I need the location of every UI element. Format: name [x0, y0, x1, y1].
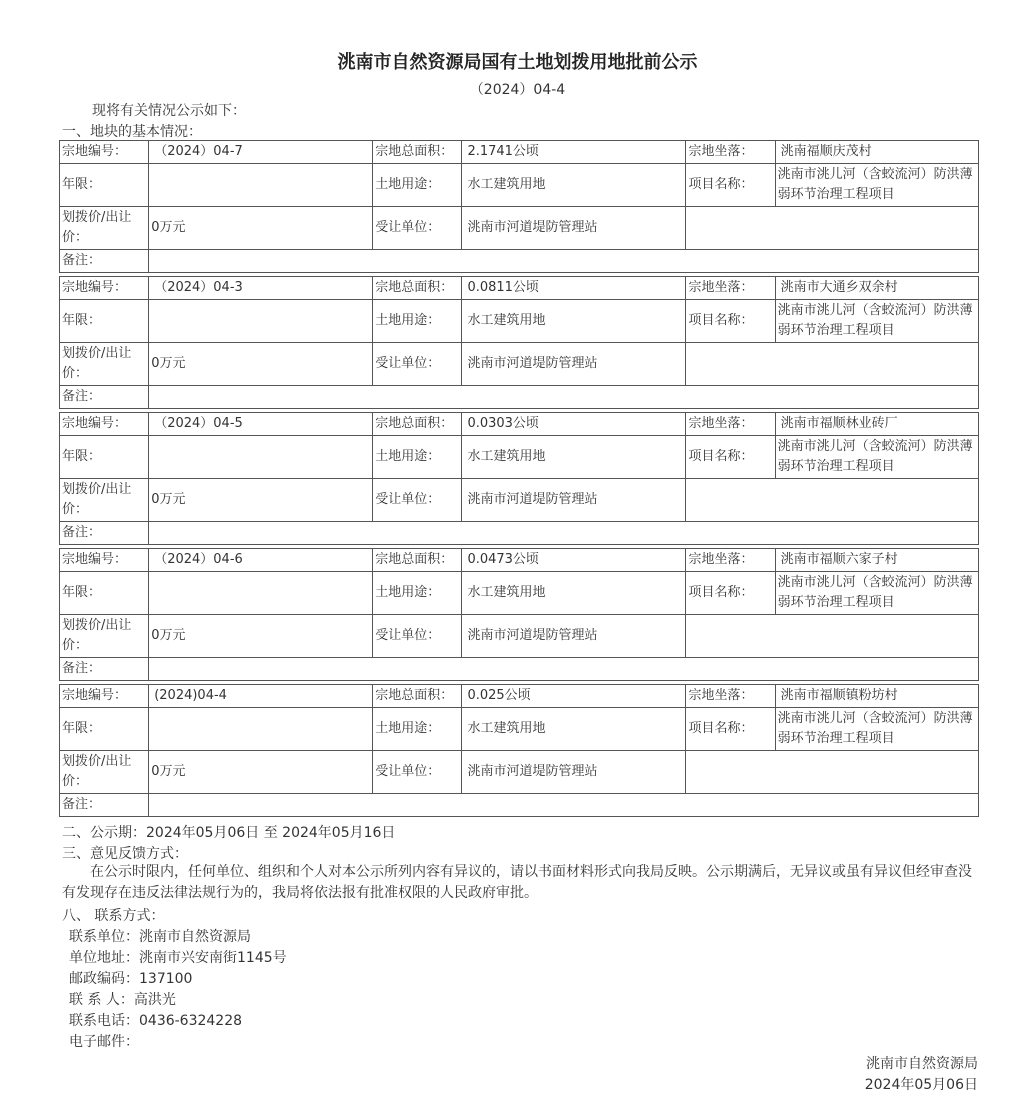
label-plot-code: 宗地编号：	[60, 413, 149, 436]
label-total-area: 宗地总面积：	[373, 413, 462, 436]
label-project-name: 项目名称：	[686, 300, 775, 343]
plot-code: （2024）04-5	[149, 413, 373, 436]
label-assignee: 受让单位：	[373, 615, 462, 658]
empty-cell	[686, 479, 979, 522]
plot-land-use: 水工建筑用地	[462, 572, 686, 615]
page-title: 洮南市自然资源局国有土地划拨用地批前公示	[337, 52, 698, 73]
plot-assignee: 洮南市河道堤防管理站	[462, 751, 686, 794]
plot-area: 2.1741公顷	[462, 141, 686, 164]
label-remark: 备注：	[60, 794, 149, 817]
plot-code: （2024）04-6	[149, 549, 373, 572]
empty-cell	[686, 615, 979, 658]
label-term: 年限：	[60, 300, 149, 343]
publicity-period: 二、公示期：2024年05月06日 至 2024年05月16日	[62, 825, 396, 841]
plot-location: 洮南市大通乡双余村	[775, 277, 978, 300]
plot-area: 0.0473公顷	[462, 549, 686, 572]
label-price: 划拨价/出让价：	[60, 615, 149, 658]
label-assignee: 受让单位：	[373, 207, 462, 250]
plot-code: （2024）04-7	[149, 141, 373, 164]
section-1-heading: 一、地块的基本情况：	[62, 124, 202, 140]
plot-project-name: 洮南市洮儿河（含蛟流河）防洪薄弱环节治理工程项目	[775, 164, 978, 207]
plot-assignee: 洮南市河道堤防管理站	[462, 343, 686, 386]
plot-land-use: 水工建筑用地	[462, 708, 686, 751]
plot-assignee: 洮南市河道堤防管理站	[462, 207, 686, 250]
signature-org: 洮南市自然资源局	[866, 1056, 978, 1072]
plot-area: 0.0303公顷	[462, 413, 686, 436]
label-land-use: 土地用途：	[373, 300, 462, 343]
plot-land-use: 水工建筑用地	[462, 436, 686, 479]
contact-heading: 八、 联系方式：	[62, 908, 165, 924]
feedback-heading: 三、意见反馈方式：	[62, 846, 188, 862]
plot-price: 0万元	[149, 751, 373, 794]
label-project-name: 项目名称：	[686, 708, 775, 751]
contact-phone: 联系电话：0436-6324228	[69, 1013, 243, 1029]
label-location: 宗地坐落：	[686, 141, 775, 164]
plot-location: 洮南市福顺镇粉坊村	[775, 685, 978, 708]
label-location: 宗地坐落：	[686, 413, 775, 436]
label-term: 年限：	[60, 164, 149, 207]
plot-remark	[149, 794, 979, 817]
label-remark: 备注：	[60, 250, 149, 273]
plot-code: （2024）04-3	[149, 277, 373, 300]
label-plot-code: 宗地编号：	[60, 277, 149, 300]
plot-table	[59, 548, 979, 681]
plot-price: 0万元	[149, 343, 373, 386]
label-land-use: 土地用途：	[373, 572, 462, 615]
label-project-name: 项目名称：	[686, 436, 775, 479]
label-remark: 备注：	[60, 386, 149, 409]
label-remark: 备注：	[60, 522, 149, 545]
plot-term	[149, 572, 373, 615]
contact-unit: 联系单位：洮南市自然资源局	[69, 929, 251, 945]
label-location: 宗地坐落：	[686, 277, 775, 300]
empty-cell	[686, 343, 979, 386]
plot-project-name: 洮南市洮儿河（含蛟流河）防洪薄弱环节治理工程项目	[775, 708, 978, 751]
plot-remark	[149, 658, 979, 681]
label-assignee: 受让单位：	[373, 751, 462, 794]
label-location: 宗地坐落：	[686, 549, 775, 572]
label-price: 划拨价/出让价：	[60, 479, 149, 522]
label-land-use: 土地用途：	[373, 436, 462, 479]
plot-land-use: 水工建筑用地	[462, 164, 686, 207]
plot-assignee: 洮南市河道堤防管理站	[462, 479, 686, 522]
empty-cell	[686, 751, 979, 794]
intro-text: 现将有关情况公示如下：	[92, 103, 246, 119]
label-total-area: 宗地总面积：	[373, 685, 462, 708]
label-location: 宗地坐落：	[686, 685, 775, 708]
label-project-name: 项目名称：	[686, 164, 775, 207]
plot-code: (2024)04-4	[149, 685, 373, 708]
feedback-text: 在公示时限内，任何单位、组织和个人对本公示所列内容有异议的，请以书面材料形式向我局反映。公示期满后，无异议或虽有异议但经审查没有发现存在违反法律法规行为的，我局将依法报有批准权限的人民政府审批。	[62, 864, 972, 901]
plot-term	[149, 708, 373, 751]
contact-email: 电子邮件：	[69, 1034, 139, 1050]
plot-project-name: 洮南市洮儿河（含蛟流河）防洪薄弱环节治理工程项目	[775, 572, 978, 615]
plot-remark	[149, 522, 979, 545]
label-plot-code: 宗地编号：	[60, 549, 149, 572]
plot-table	[59, 412, 979, 545]
label-price: 划拨价/出让价：	[60, 343, 149, 386]
label-project-name: 项目名称：	[686, 572, 775, 615]
document-number: （2024）04-4	[469, 82, 566, 98]
empty-cell	[686, 207, 979, 250]
label-term: 年限：	[60, 572, 149, 615]
plot-assignee: 洮南市河道堤防管理站	[462, 615, 686, 658]
label-remark: 备注：	[60, 658, 149, 681]
label-term: 年限：	[60, 708, 149, 751]
plot-location: 洮南市福顺六家子村	[775, 549, 978, 572]
plot-table	[59, 140, 979, 273]
contact-postcode: 邮政编码：137100	[69, 971, 193, 987]
plot-project-name: 洮南市洮儿河（含蛟流河）防洪薄弱环节治理工程项目	[775, 436, 978, 479]
label-price: 划拨价/出让价：	[60, 751, 149, 794]
plot-term	[149, 300, 373, 343]
plot-table	[59, 684, 979, 817]
label-plot-code: 宗地编号：	[60, 685, 149, 708]
contact-person: 联 系 人：高洪光	[69, 992, 176, 1008]
plot-price: 0万元	[149, 479, 373, 522]
label-term: 年限：	[60, 436, 149, 479]
label-plot-code: 宗地编号：	[60, 141, 149, 164]
plot-price: 0万元	[149, 615, 373, 658]
plot-price: 0万元	[149, 207, 373, 250]
plot-location: 洮南福顺庆茂村	[775, 141, 978, 164]
plot-term	[149, 164, 373, 207]
contact-address: 单位地址：洮南市兴安南街1145号	[69, 950, 287, 966]
label-total-area: 宗地总面积：	[373, 141, 462, 164]
plot-land-use: 水工建筑用地	[462, 300, 686, 343]
label-land-use: 土地用途：	[373, 708, 462, 751]
label-total-area: 宗地总面积：	[373, 549, 462, 572]
plot-project-name: 洮南市洮儿河（含蛟流河）防洪薄弱环节治理工程项目	[775, 300, 978, 343]
plot-area: 0.0811公顷	[462, 277, 686, 300]
plot-remark	[149, 386, 979, 409]
plot-location: 洮南市福顺林业砖厂	[775, 413, 978, 436]
label-total-area: 宗地总面积：	[373, 277, 462, 300]
label-land-use: 土地用途：	[373, 164, 462, 207]
label-assignee: 受让单位：	[373, 343, 462, 386]
plot-area: 0.025公顷	[462, 685, 686, 708]
plot-remark	[149, 250, 979, 273]
label-assignee: 受让单位：	[373, 479, 462, 522]
label-price: 划拨价/出让价：	[60, 207, 149, 250]
signature-date: 2024年05月06日	[864, 1077, 978, 1093]
plot-term	[149, 436, 373, 479]
plot-table	[59, 276, 979, 409]
